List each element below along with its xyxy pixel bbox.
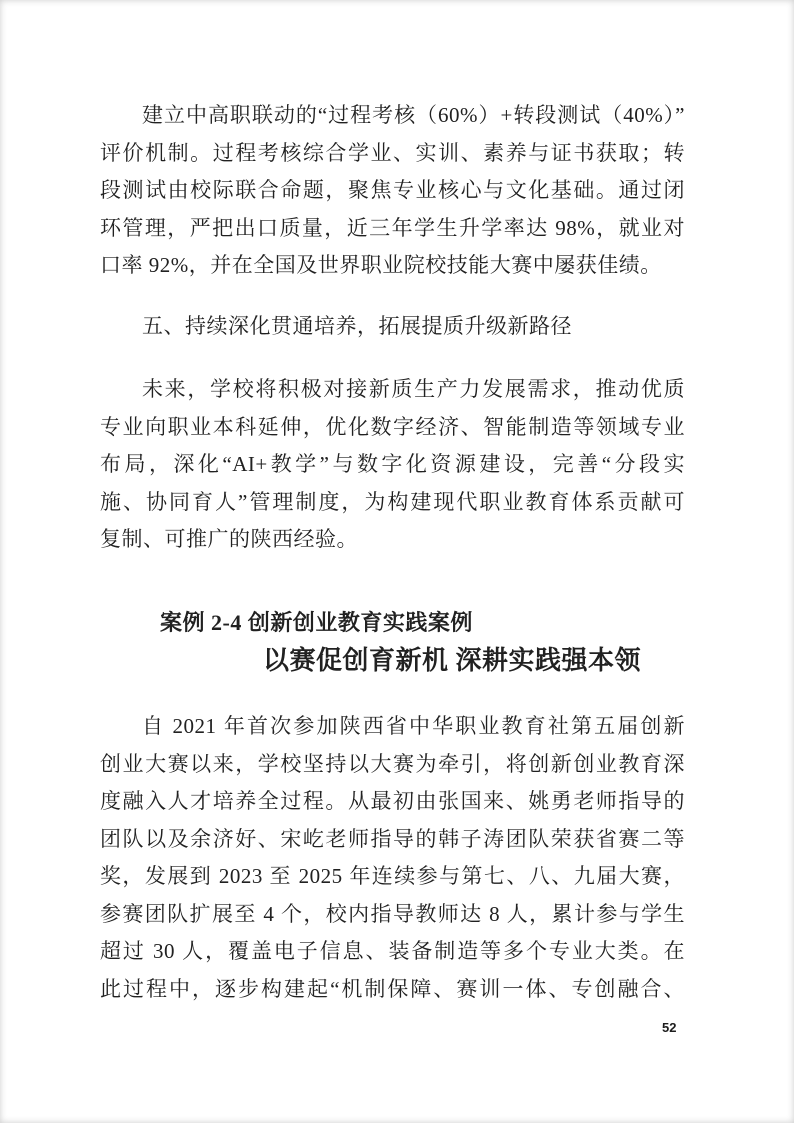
paragraph-future-plan [100, 371, 685, 559]
body-line: 未来，学校将积极对接新质生产力发展需求，推动优质 [142, 377, 685, 401]
body-line: 度融入人才培养全过程。从最初由张国来、姚勇老师指导的 [100, 789, 685, 813]
body-line: 复制、可推广的陕西经验。 [100, 527, 358, 551]
page-content [100, 97, 685, 1008]
page-number: 52 [662, 1020, 677, 1035]
section-heading-5: 五、持续深化贯通培养，拓展提质升级新路径 [142, 313, 572, 338]
body-line: 口率 92%，并在全国及世界职业院校技能大赛中屡获佳绩。 [100, 253, 662, 277]
body-line: 超过 30 人，覆盖电子信息、装备制造等多个专业大类。在 [100, 939, 685, 963]
body-line: 参赛团队扩展至 4 个，校内指导教师达 8 人，累计参与学生 [100, 901, 685, 926]
body-line: 布局，深化“AI+教学”与数字化资源建设，完善“分段实 [100, 452, 685, 476]
body-line: 环管理，严把出口质量，近三年学生升学率达 98%，就业对 [100, 215, 685, 240]
body-line: 奖，发展到 2023 至 2025 年连续参与第七、八、九届大赛， [100, 864, 685, 888]
body-line: 建立中高职联动的“过程考核（60%）+转段测试（40%）” [142, 103, 685, 127]
body-line: 施、协同育人”管理制度，为构建现代职业教育体系贡献可 [100, 489, 685, 514]
body-line: 段测试由校际联合命题，聚焦专业核心与文化基础。通过闭 [100, 178, 685, 202]
body-line: 专业向职业本科延伸，优化数字经济、智能制造等领域专业 [100, 414, 685, 439]
case-study-title: 以赛促创育新机 深耕实践强本领 [263, 646, 642, 675]
body-line: 此过程中，逐步构建起“机制保障、赛训一体、专创融合、 [100, 976, 685, 1001]
body-line: 评价机制。过程考核综合学业、实训、素养与证书获取；转 [100, 140, 685, 165]
body-line: 创业大赛以来，学校坚持以大赛为牵引，将创新创业教育深 [100, 751, 685, 776]
case-study-label: 案例 2-4 创新创业教育实践案例 [160, 609, 473, 635]
paragraph-competition-history [100, 708, 685, 1008]
body-line: 自 2021 年首次参加陕西省中华职业教育社第五届创新 [142, 714, 685, 738]
paragraph-evaluation-mechanism [100, 97, 685, 285]
body-line: 团队以及余济好、宋屹老师指导的韩子涛团队荣获省赛二等 [100, 826, 685, 851]
